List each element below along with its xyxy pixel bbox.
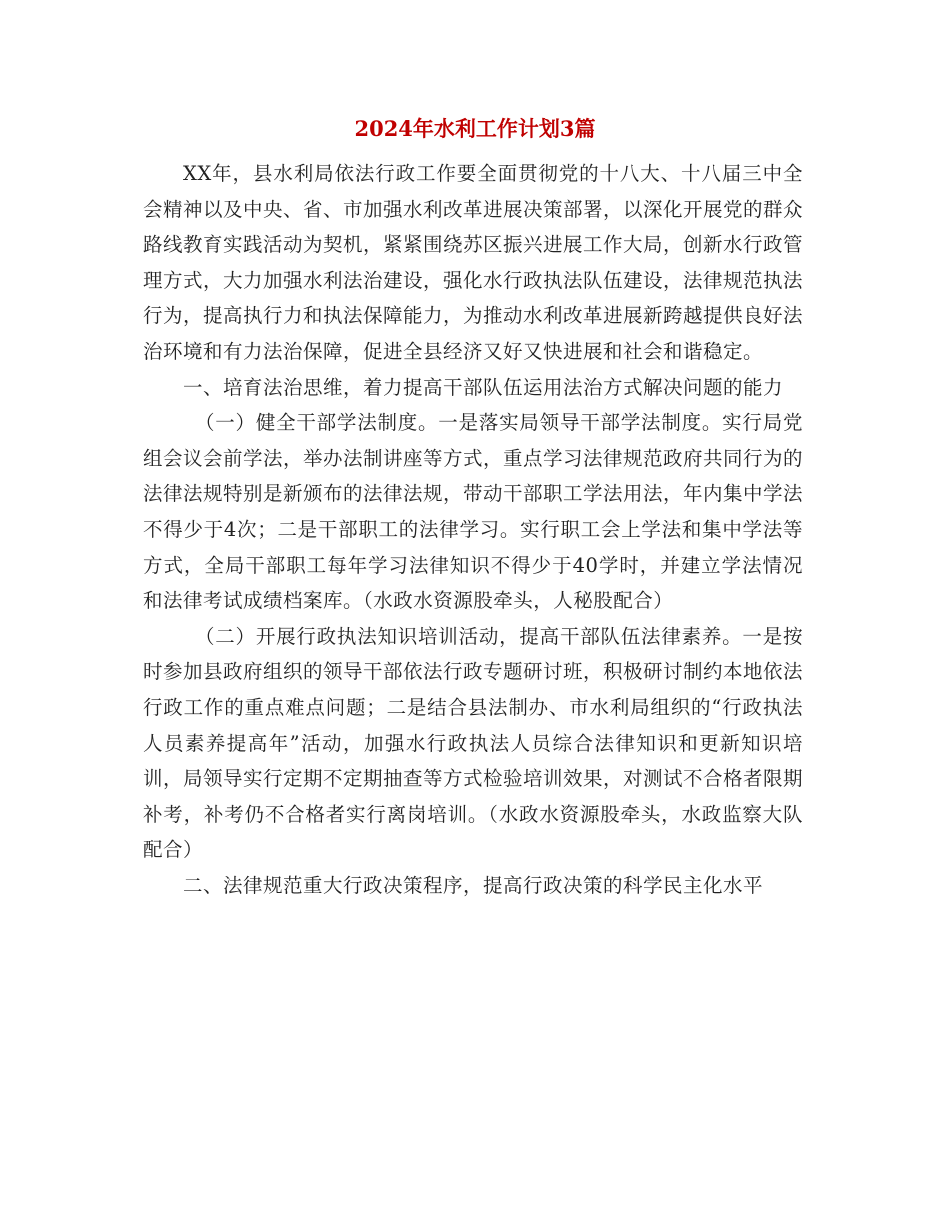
paragraph-subsection-2: （二）开展行政执法知识培训活动，提高干部队伍法律素养。一是按时参加县政府组织的领导干部依法行政专题研讨班，积极研讨制约本地依法行政工作的重点难点问题；二是结合县法制办、市水利局组织的“行政执法人员素养提高年”活动，加强水行政执法人员综合法律知识和更新知识培训，局领导实行定期不定期抽查等方式检验培训效果，对测试不合格者限期补考，补考仍不合格者实行离岗培训。（水政水资源股牵头，水政监察大队配合） <box>143 624 804 862</box>
paragraph-intro: XX年，县水利局依法行政工作要全面贯彻党的十八大、十八届三中全会精神以及中央、省、市加强水利改革进展决策部署，以深化开展党的群众路线教育实践活动为契机，紧紧围绕苏区振兴进展工作大局，创新水行政管理方式，大力加强水利法治建设，强化水行政执法队伍建设，法律规范执法行为，提高执行力和执法保障能力，为推动水利改革进展新跨越提供良好法治环境和有力法治保障，促进全县经济又好又快进展和社会和谐稳定。 <box>143 162 804 363</box>
heading-section-1: 一、培育法治思维，着力提高干部队伍运用法治方式解决问题的能力 <box>183 375 784 399</box>
document-body <box>143 156 803 903</box>
paragraph-subsection-1: （一）健全干部学法制度。一是落实局领导干部学法制度。实行局党组会议会前学法，举办法制讲座等方式，重点学习法律规范政府共同行为的法律法规特别是新颁布的法律法规，带动干部职工学法用法，年内集中学法不得少于4次；二是干部职工的法律学习。实行职工会上学法和集中学法等方式，全局干部职工每年学习法律知识不得少于40学时，并建立学法情况和法律考试成绩档案库。（水政水资源股牵头，人秘股配合） <box>143 411 804 613</box>
document-title: 2024年水利工作计划3篇 <box>354 116 596 141</box>
heading-section-2: 二、法律规范重大行政决策程序，提高行政决策的科学民主化水平 <box>183 873 764 897</box>
